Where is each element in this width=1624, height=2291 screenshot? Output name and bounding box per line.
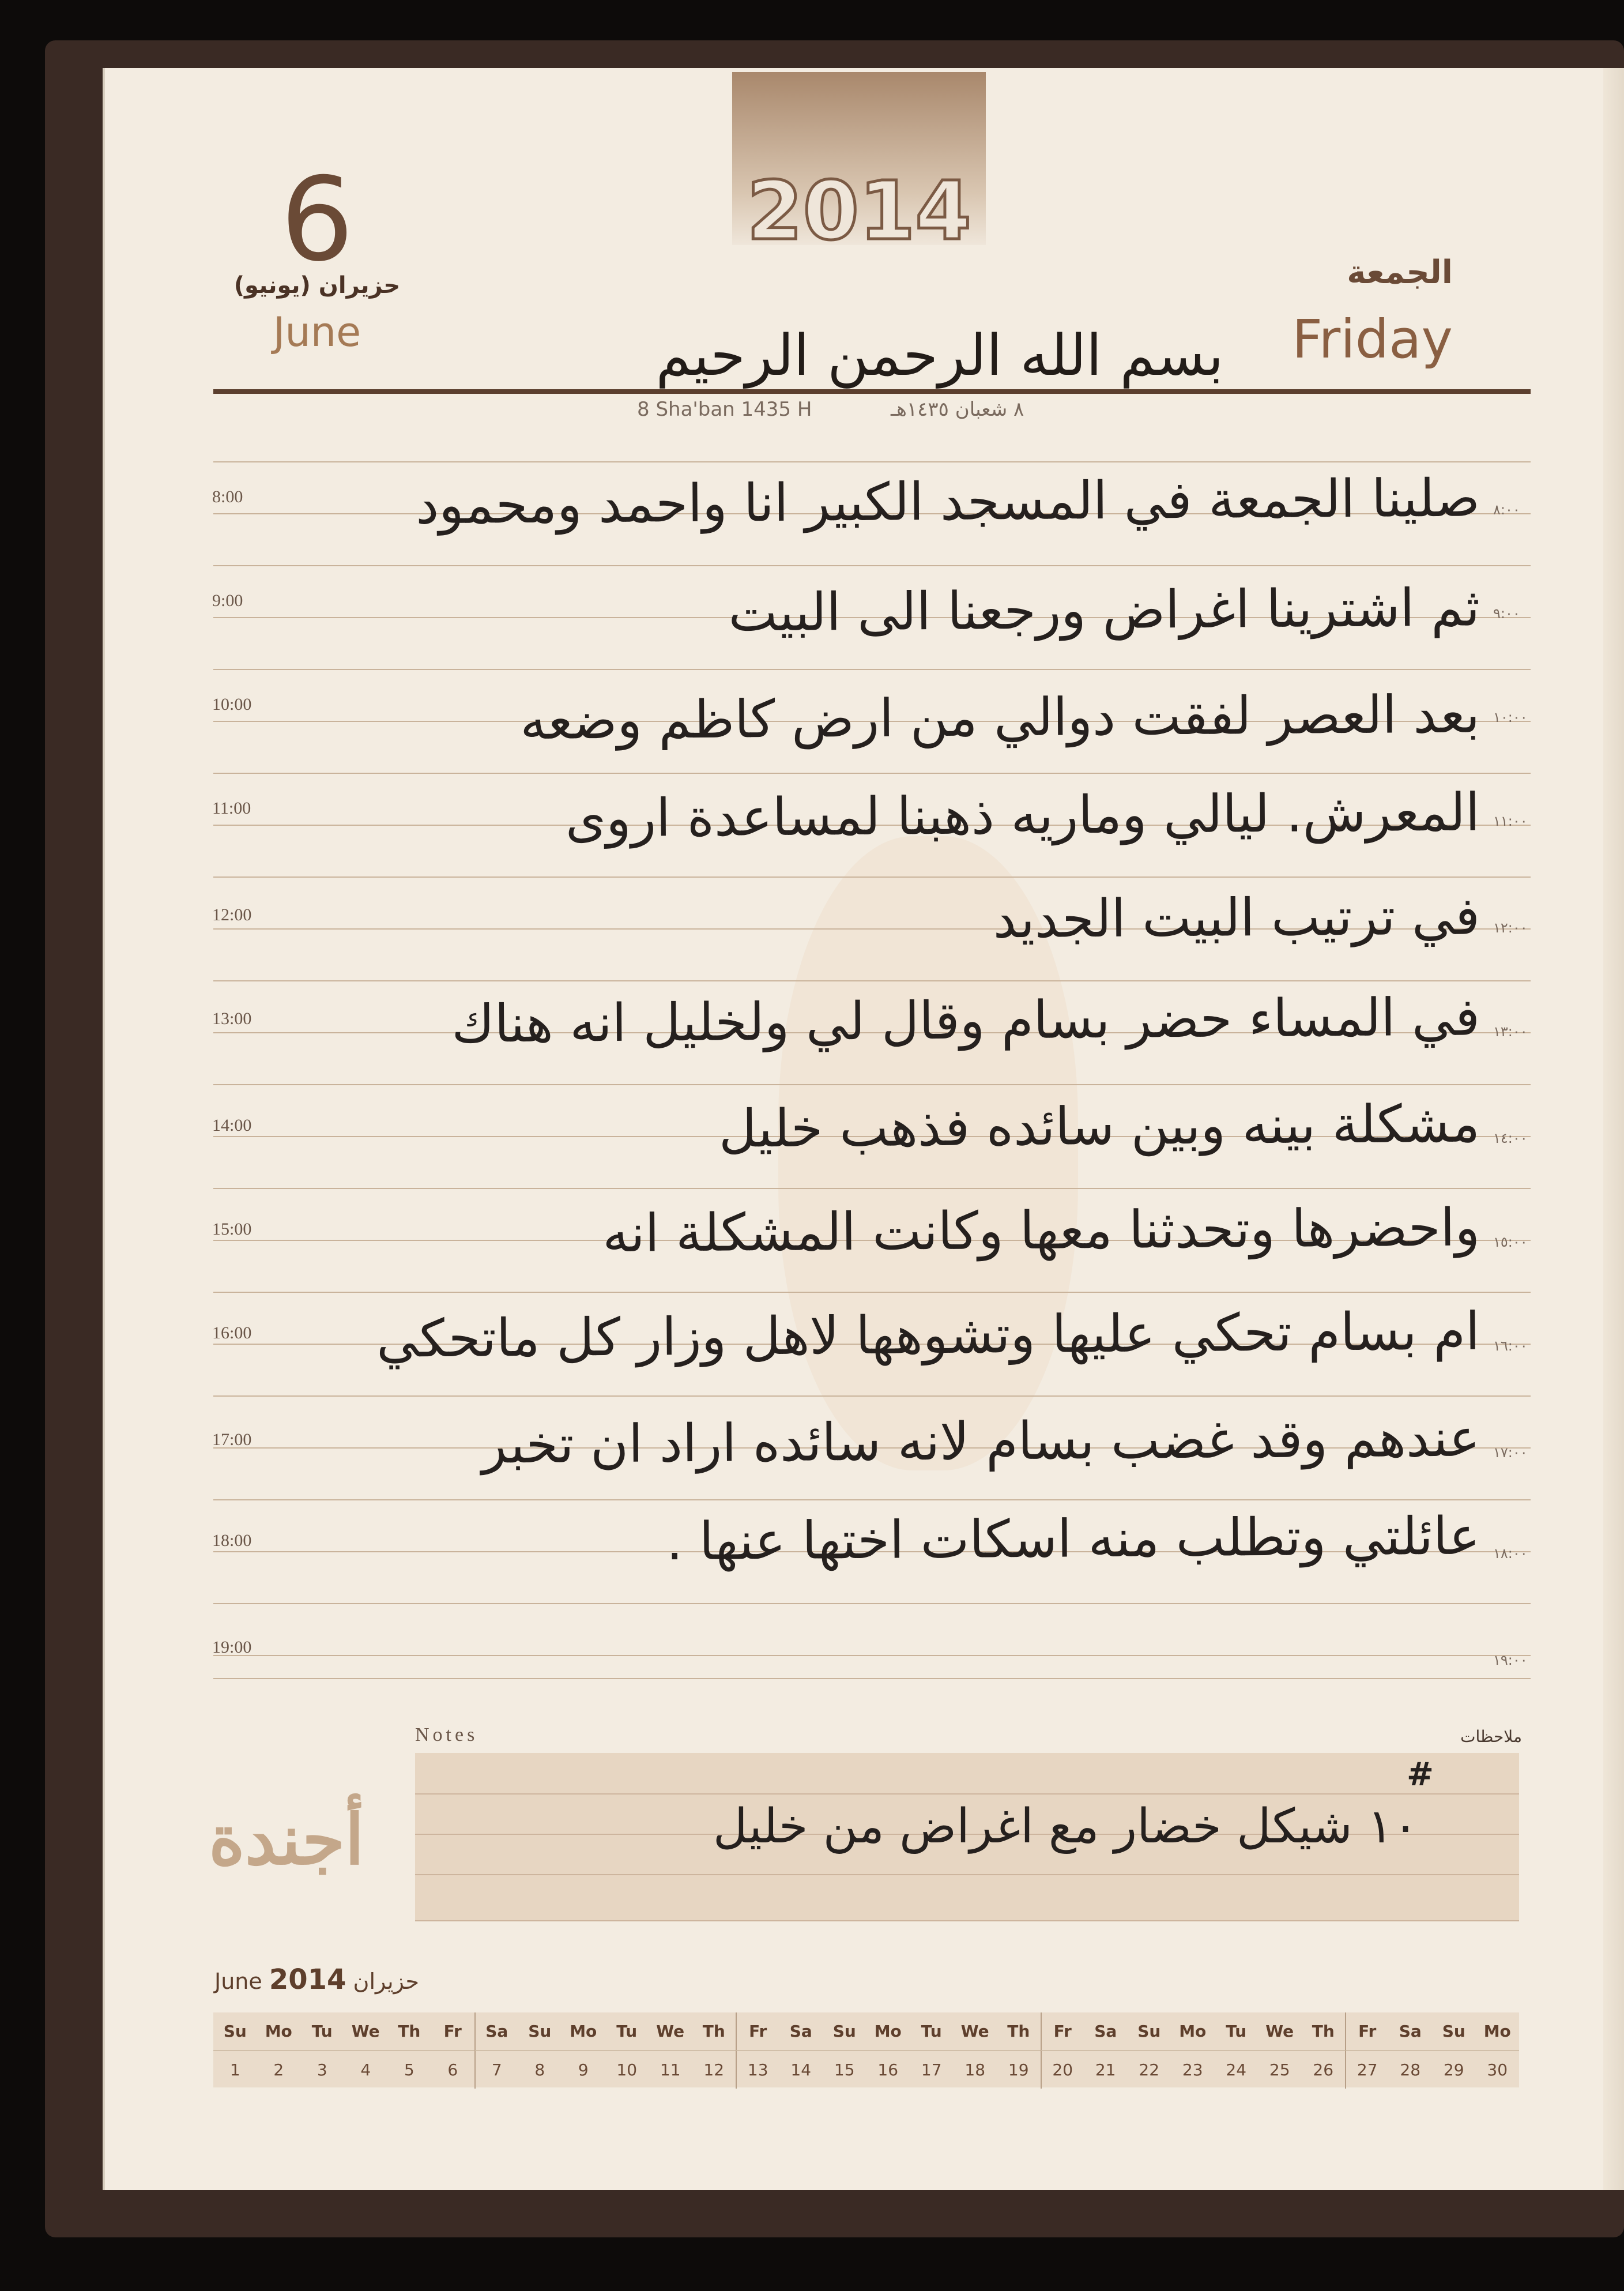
ruled-line [213, 980, 1531, 981]
ruled-line [213, 565, 1531, 566]
ruled-line [213, 461, 1531, 462]
time-label-8: 8:00 [212, 487, 243, 506]
time-label-ar-19: ١٩:٠٠ [1493, 1652, 1528, 1668]
mini-calendar-day: 5 [404, 2060, 415, 2079]
mini-calendar-weekday: Fr [1345, 2012, 1389, 2051]
mini-calendar-weekday: Su [518, 2012, 562, 2051]
mini-calendar-day: 16 [877, 2060, 899, 2079]
mini-calendar-weekday: Sa [474, 2012, 518, 2051]
ruled-line [213, 1084, 1531, 1085]
mini-calendar-day: 25 [1269, 2060, 1290, 2079]
page-edge [1603, 68, 1624, 2190]
time-label-11: 11:00 [212, 799, 251, 818]
ruled-line [213, 1395, 1531, 1397]
mini-calendar-day: 23 [1182, 2060, 1203, 2079]
notes-line [415, 1874, 1519, 1875]
mini-calendar-day: 14 [790, 2060, 812, 2079]
mini-calendar-weekday: Th [387, 2012, 431, 2051]
notes-label-arabic: ملاحظات [1460, 1727, 1522, 1746]
hijri-date-english: 8 Sha'ban 1435 H [637, 398, 812, 421]
mini-calendar-day: 26 [1313, 2060, 1334, 2079]
time-label-13: 13:00 [212, 1009, 252, 1028]
mini-calendar-day: 22 [1139, 2060, 1160, 2079]
time-label-16: 16:00 [212, 1323, 252, 1342]
mini-calendar-month-en: June [214, 1969, 262, 1994]
notes-line [415, 1793, 1519, 1795]
handwritten-line-6: في المساء حضر بسام وقال لي ولخليل انه هناك [451, 987, 1480, 1055]
mini-calendar-day: 3 [316, 2060, 327, 2079]
mini-calendar-day: 28 [1400, 2060, 1421, 2079]
time-label-ar-11: ١١:٠٠ [1493, 813, 1528, 829]
mini-calendar-weekday: Th [997, 2012, 1041, 2051]
handwritten-line-1: صلينا الجمعة في المسجد الكبير انا واحمد ومحمود [415, 468, 1480, 536]
time-label-ar-13: ١٣:٠٠ [1493, 1024, 1528, 1040]
mini-calendar-weekday: Mo [866, 2012, 910, 2051]
mini-calendar-day: 21 [1095, 2060, 1116, 2079]
handwritten-line-9: ام بسام تحكي عليها وتشوهها لاهل وزار كل ماتحكي [376, 1301, 1480, 1370]
time-label-ar-9: ٩:٠٠ [1493, 605, 1520, 622]
handwritten-line-5: في ترتيب البيت الجديد [993, 886, 1480, 950]
mini-calendar-day: 7 [474, 2051, 518, 2089]
weekday-english: Friday [1292, 309, 1453, 370]
time-label-ar-10: ١٠:٠٠ [1493, 709, 1528, 725]
header-rule [213, 389, 1531, 394]
ruled-line [213, 1603, 1531, 1604]
mini-calendar-weekday: Tu [300, 2012, 344, 2051]
mini-calendar-weekday: Sa [1084, 2012, 1128, 2051]
time-label-17: 17:00 [212, 1430, 252, 1449]
time-label-ar-15: ١٥:٠٠ [1493, 1234, 1528, 1250]
ruled-line [213, 1499, 1531, 1500]
mini-calendar-day: 15 [834, 2060, 855, 2079]
mini-calendar-weekday: Su [1128, 2012, 1171, 2051]
mini-calendar-day: 19 [1008, 2060, 1029, 2079]
time-label-ar-14: ١٤:٠٠ [1493, 1130, 1528, 1146]
mini-calendar-weekday: Mo [1171, 2012, 1215, 2051]
handwritten-line-11: عائلتي وتطلب منه اسكات اختها عنها . [666, 1506, 1480, 1573]
agenda-logo: أجندة [209, 1799, 364, 1880]
mini-calendar-weekday: Fr [736, 2012, 779, 2051]
mini-calendar-day: 4 [360, 2060, 371, 2079]
handwritten-line-7: مشكلة بينه وبين سائده فذهب خليل [718, 1093, 1480, 1160]
notes-label: Notes [415, 1724, 478, 1745]
time-label-ar-16: ١٦:٠٠ [1493, 1338, 1528, 1354]
mini-calendar-day: 18 [964, 2060, 986, 2079]
mini-calendar-day: 1 [229, 2060, 240, 2079]
mini-calendar-weekday: Mo [257, 2012, 301, 2051]
mini-calendar-day: 8 [534, 2060, 545, 2079]
mini-calendar-weekday: Mo [562, 2012, 605, 2051]
notes-line [415, 1920, 1519, 1921]
mini-calendar-year: 2014 [269, 1963, 346, 1996]
time-label-9: 9:00 [212, 591, 243, 610]
notes-mark: # [1407, 1756, 1434, 1793]
mini-calendar-day: 29 [1443, 2060, 1464, 2079]
mini-calendar-weekday: We [344, 2012, 388, 2051]
time-label-ar-8: ٨:٠٠ [1493, 502, 1520, 518]
ruled-line [213, 876, 1531, 878]
mini-calendar-weekday: Mo [1476, 2012, 1520, 2051]
mini-calendar-day: 30 [1487, 2060, 1508, 2079]
handwritten-line-8: واحضرها وتحدثنا معها وكانت المشكلة انه [602, 1197, 1480, 1265]
time-label-10: 10:00 [212, 695, 252, 714]
time-label-12: 12:00 [212, 905, 252, 924]
mini-calendar-day: 17 [921, 2060, 942, 2079]
time-label-14: 14:00 [212, 1116, 252, 1135]
handwritten-line-4: المعرش. ليالي وماريه ذهبنا لمساعدة اروى [565, 782, 1480, 849]
mini-calendar-weekday: We [649, 2012, 692, 2051]
mini-calendar-day: 9 [578, 2060, 589, 2079]
handwritten-line-3: بعد العصر لفقت دوالي من ارض كاظم وضعه [519, 684, 1480, 752]
time-label-ar-12: ١٢:٠٠ [1493, 920, 1528, 936]
ruled-line [213, 669, 1531, 670]
weekday-arabic: الجمعة [1347, 254, 1453, 291]
mini-calendar-day: 10 [616, 2060, 638, 2079]
ruled-line [213, 1655, 1531, 1656]
mini-calendar-day: 27 [1345, 2051, 1389, 2089]
notes-handwritten-text: ١٠ شيكل خضار مع اغراض من خليل [713, 1799, 1418, 1854]
time-label-ar-18: ١٨:٠٠ [1493, 1545, 1528, 1562]
ruled-line [213, 773, 1531, 774]
mini-calendar-weekday: Th [1302, 2012, 1346, 2051]
month-arabic: حزيران (يونيو) [233, 272, 401, 299]
ruled-line [213, 1292, 1531, 1293]
year-label: 2014 [747, 164, 971, 258]
day-number: 6 [280, 153, 354, 287]
mini-calendar-day: 24 [1226, 2060, 1247, 2079]
mini-calendar-day: 13 [736, 2051, 779, 2089]
mini-calendar-weekday: Su [1432, 2012, 1476, 2051]
mini-calendar-weekday: We [954, 2012, 997, 2051]
mini-calendar-day: 2 [273, 2060, 284, 2079]
mini-calendar-weekday: Tu [605, 2012, 649, 2051]
mini-calendar-day: 11 [660, 2060, 681, 2079]
time-label-ar-17: ١٧:٠٠ [1493, 1444, 1528, 1461]
time-label-15: 15:00 [212, 1220, 252, 1239]
mini-calendar-weekday: Sa [1389, 2012, 1433, 2051]
mini-calendar-weekday: Su [213, 2012, 257, 2051]
mini-calendar-weekday: We [1258, 2012, 1302, 2051]
mini-calendar-day: 6 [447, 2060, 458, 2079]
mini-calendar [213, 2012, 1519, 2089]
mini-calendar-weekday: Tu [1215, 2012, 1258, 2051]
mini-calendar-weekday: Su [823, 2012, 866, 2051]
mini-calendar-weekday: Tu [910, 2012, 954, 2051]
mini-calendar-month-ar: حزيران [353, 1969, 420, 1994]
month-english: June [273, 309, 361, 356]
mini-calendar-title [214, 1963, 419, 1996]
handwritten-line-2: ثم اشترينا اغراض ورجعنا الى البيت [728, 577, 1480, 644]
mini-calendar-day: 12 [703, 2060, 725, 2079]
mini-calendar-day: 20 [1041, 2051, 1084, 2089]
hijri-date-arabic: ٨ شعبان ١٤٣٥هـ [891, 398, 1024, 421]
handwritten-line-10: عندهم وقد غضب بسام لانه سائده اراد ان تخبر [481, 1408, 1480, 1476]
mini-calendar-weekday: Th [692, 2012, 736, 2051]
time-label-19: 19:00 [212, 1638, 252, 1657]
handwritten-basmala: بسم الله الرحمن الرحيم [655, 323, 1224, 389]
time-label-18: 18:00 [212, 1531, 252, 1550]
mini-calendar-weekday: Sa [779, 2012, 823, 2051]
mini-calendar-weekday: Fr [431, 2012, 475, 2051]
mini-calendar-weekday: Fr [1041, 2012, 1084, 2051]
ruled-line [213, 1188, 1531, 1189]
ruled-line [213, 1678, 1531, 1679]
